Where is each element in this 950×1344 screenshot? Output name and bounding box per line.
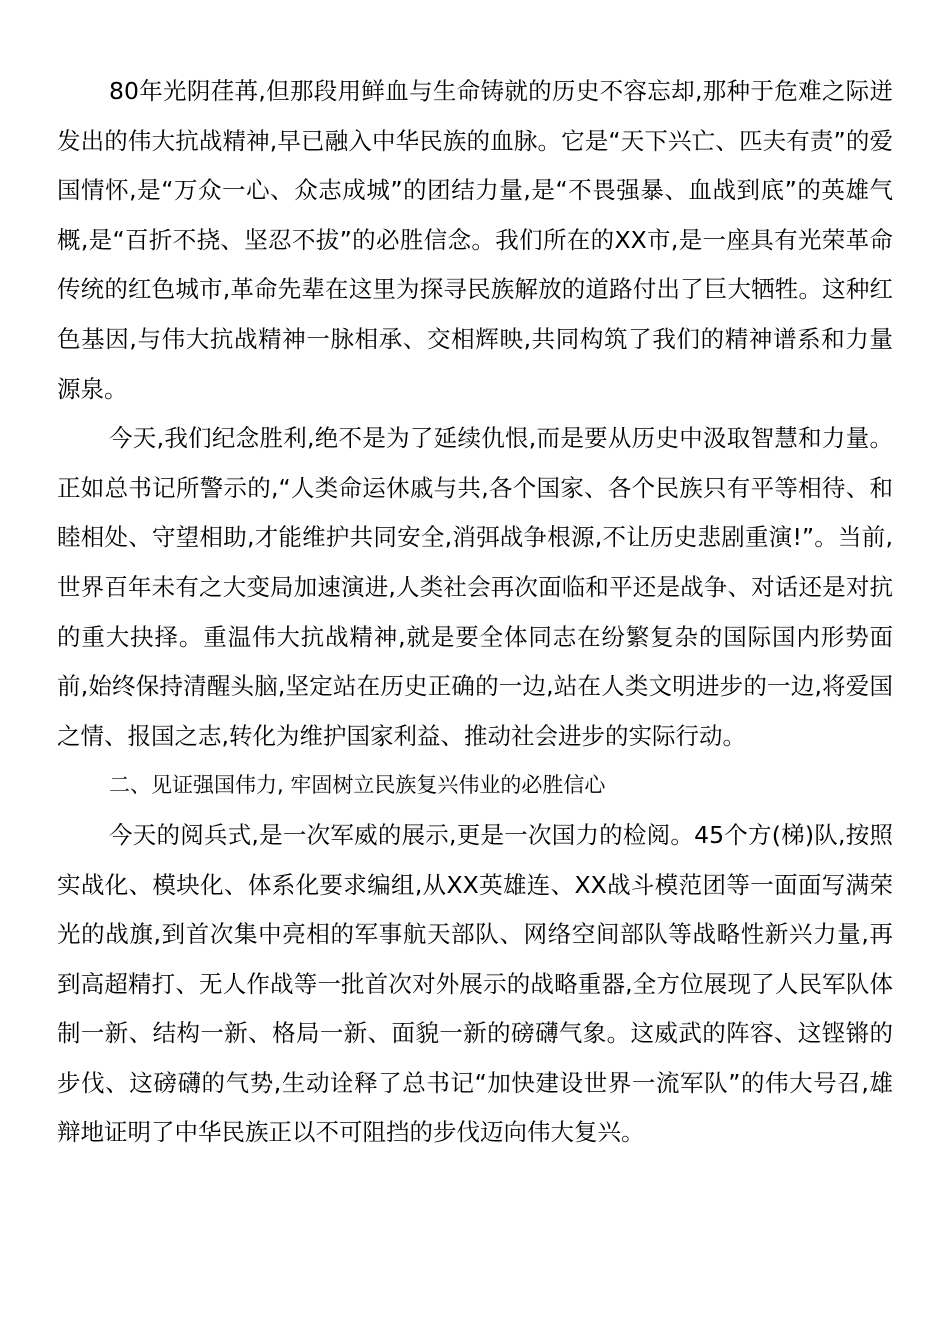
paragraph-parade: 今天的阅兵式,是一次军威的展示,更是一次国力的检阅。45个方(梯)队,按照实战化、模块化、体系化要求编组,从XX英雄连、XX战斗模范团等一面面写满荣光的战旗,到首次集中亮相的军事航天部队、网络空间部队等战略性新兴力量,再到高超精打、无人作战等一批首次对外展示的战略重器,全方位展现了人民军队体制一新、结构一新、格局一新、面貌一新的磅礴气象。这威武的阵容、这铿锵的步伐、这磅礴的气势,生动诠释了总书记“加快建设世界一流军队”的伟大号召,雄辩地证明了中华民族正以不可阻挡的步伐迈向伟大复兴。 <box>57 820 893 1147</box>
paragraph-commemoration: 80年光阴荏苒,但那段用鲜血与生命铸就的历史不容忘却,那种于危难之际迸发出的伟大抗战精神,早已融入中华民族的血脉。它是“天下兴亡、匹夫有责”的爱国情怀,是“万众一心、众志成城”的团结力量,是“不畏强暴、血战到底”的英雄气概,是“百折不挠、坚忍不拔”的必胜信念。我们所在的XX市,是一座具有光荣革命传统的红色城市,革命先辈在这里为探寻民族解放的道路付出了巨大牺牲。这种红色基因,与伟大抗战精神一脉相承、交相辉映,共同构筑了我们的精神谱系和力量源泉。 <box>57 77 893 403</box>
paragraph-wisdom: 今天,我们纪念胜利,绝不是为了延续仇恨,而是要从历史中汲取智慧和力量。正如总书记所警示的,“人类命运休戚与共,各个国家、各个民族只有平等相待、和睦相处、守望相助,才能维护共同安全,消弭战争根源,不让历史悲剧重演!”。当前,世界百年未有之大变局加速演进,人类社会再次面临和平还是战争、对话还是对抗的重大抉择。重温伟大抗战精神,就是要全体同志在纷繁复杂的国际国内形势面前,始终保持清醒头脑,坚定站在历史正确的一边,站在人类文明进步的一边,将爱国之情、报国之志,转化为维护国家利益、推动社会进步的实际行动。 <box>57 424 893 750</box>
document-page <box>57 67 893 1158</box>
section-heading: 二、见证强国伟力, 牢固树立民族复兴伟业的必胜信心 <box>109 773 606 798</box>
